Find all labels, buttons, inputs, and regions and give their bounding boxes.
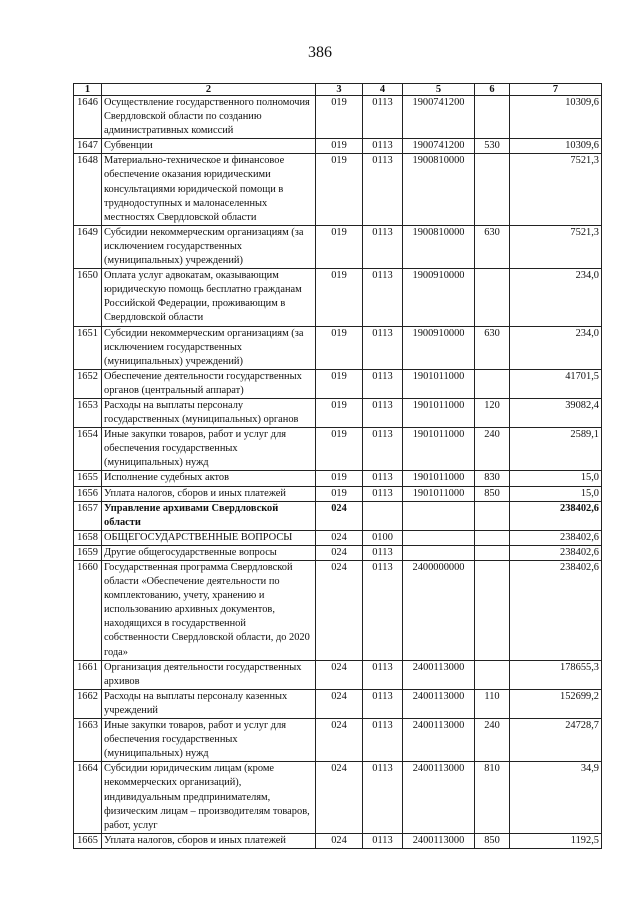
- table-row: [74, 428, 602, 471]
- table-header: [74, 84, 602, 96]
- row-number: 1657: [74, 501, 102, 530]
- table-row: [74, 561, 602, 661]
- header-col-3: 3: [316, 84, 363, 96]
- row-name: Организация деятельности государственных архивов: [102, 660, 316, 689]
- row-admin-code: 024: [316, 689, 363, 718]
- row-admin-code: 019: [316, 398, 363, 427]
- row-number: 1662: [74, 689, 102, 718]
- table-row: [74, 471, 602, 486]
- row-section-code: 0113: [363, 139, 403, 154]
- table-row: [74, 96, 602, 139]
- row-admin-code: 019: [316, 269, 363, 326]
- row-section-code: 0113: [363, 154, 403, 225]
- row-section-code: [363, 501, 403, 530]
- row-target-code: [403, 545, 475, 560]
- row-target-code: 1901011000: [403, 486, 475, 501]
- row-name: Иные закупки товаров, работ и услуг для обеспечения государственных (муниципальных) нужд: [102, 428, 316, 471]
- row-target-code: 1900810000: [403, 225, 475, 268]
- table-row: [74, 225, 602, 268]
- row-name: Расходы на выплаты персоналу государственных (муниципальных) органов: [102, 398, 316, 427]
- row-expense-type: 110: [475, 689, 510, 718]
- row-expense-type: 810: [475, 762, 510, 833]
- row-amount: 2589,1: [510, 428, 602, 471]
- row-admin-code: 024: [316, 501, 363, 530]
- row-name: Субсидии некоммерческим организациям (за исключением государственных (муниципальных) учреждений): [102, 225, 316, 268]
- row-section-code: 0113: [363, 545, 403, 560]
- row-name: Другие общегосударственные вопросы: [102, 545, 316, 560]
- row-expense-type: [475, 561, 510, 661]
- table-row: [74, 501, 602, 530]
- row-expense-type: [475, 501, 510, 530]
- table-row: [74, 139, 602, 154]
- header-col-5: 5: [403, 84, 475, 96]
- row-admin-code: 024: [316, 719, 363, 762]
- row-admin-code: 024: [316, 833, 363, 848]
- row-name: Субсидии юридическим лицам (кроме некоммерческих организаций), индивидуальным предпринимателям, физическим лицам – производителям товаров, работ, услуг: [102, 762, 316, 833]
- row-name: Осуществление государственного полномочия Свердловской области по созданию административных комиссий: [102, 96, 316, 139]
- page-number: 386: [308, 44, 332, 61]
- row-expense-type: 630: [475, 326, 510, 369]
- row-amount: 7521,3: [510, 154, 602, 225]
- row-target-code: 1900741200: [403, 96, 475, 139]
- row-section-code: 0113: [363, 398, 403, 427]
- row-amount: 234,0: [510, 269, 602, 326]
- table-row: [74, 269, 602, 326]
- row-admin-code: 024: [316, 545, 363, 560]
- row-amount: 234,0: [510, 326, 602, 369]
- row-amount: 1192,5: [510, 833, 602, 848]
- row-amount: 39082,4: [510, 398, 602, 427]
- row-expense-type: 850: [475, 486, 510, 501]
- row-number: 1660: [74, 561, 102, 661]
- row-section-code: 0113: [363, 326, 403, 369]
- row-amount: 34,9: [510, 762, 602, 833]
- row-admin-code: 019: [316, 369, 363, 398]
- header-col-1: 1: [74, 84, 102, 96]
- table-row: [74, 689, 602, 718]
- row-expense-type: 830: [475, 471, 510, 486]
- row-name: ОБЩЕГОСУДАРСТВЕННЫЕ ВОПРОСЫ: [102, 530, 316, 545]
- row-name: Иные закупки товаров, работ и услуг для обеспечения государственных (муниципальных) нужд: [102, 719, 316, 762]
- table-row: [74, 762, 602, 833]
- row-amount: 7521,3: [510, 225, 602, 268]
- row-section-code: 0100: [363, 530, 403, 545]
- row-number: 1659: [74, 545, 102, 560]
- row-number: 1656: [74, 486, 102, 501]
- row-admin-code: 024: [316, 660, 363, 689]
- row-amount: 152699,2: [510, 689, 602, 718]
- row-target-code: 1900910000: [403, 269, 475, 326]
- table-row: [74, 486, 602, 501]
- header-col-6: 6: [475, 84, 510, 96]
- row-name: Государственная программа Свердловской области «Обеспечение деятельности по комплектованию, учету, хранению и использованию архивных документов, находящихся в государственной собственности Свердловской области, до 2020 года»: [102, 561, 316, 661]
- row-amount: 10309,6: [510, 96, 602, 139]
- row-number: 1654: [74, 428, 102, 471]
- row-expense-type: [475, 530, 510, 545]
- row-number: 1649: [74, 225, 102, 268]
- row-section-code: 0113: [363, 561, 403, 661]
- row-expense-type: 630: [475, 225, 510, 268]
- row-admin-code: 019: [316, 154, 363, 225]
- row-expense-type: 120: [475, 398, 510, 427]
- row-number: 1647: [74, 139, 102, 154]
- row-amount: 15,0: [510, 486, 602, 501]
- header-col-4: 4: [363, 84, 403, 96]
- row-amount: 238402,6: [510, 545, 602, 560]
- row-amount: 10309,6: [510, 139, 602, 154]
- row-expense-type: 240: [475, 428, 510, 471]
- row-target-code: [403, 501, 475, 530]
- row-section-code: 0113: [363, 471, 403, 486]
- row-section-code: 0113: [363, 689, 403, 718]
- table-row: [74, 833, 602, 848]
- row-name: Субвенции: [102, 139, 316, 154]
- row-section-code: 0113: [363, 96, 403, 139]
- row-admin-code: 024: [316, 530, 363, 545]
- header-col-7: 7: [510, 84, 602, 96]
- row-name: Уплата налогов, сборов и иных платежей: [102, 833, 316, 848]
- row-target-code: 1900810000: [403, 154, 475, 225]
- row-expense-type: [475, 269, 510, 326]
- row-target-code: 2400113000: [403, 719, 475, 762]
- row-expense-type: [475, 545, 510, 560]
- table-row: [74, 369, 602, 398]
- row-name: Оплата услуг адвокатам, оказывающим юридическую помощь бесплатно гражданам Российской Федерации, проживающим в Свердловской области: [102, 269, 316, 326]
- row-number: 1665: [74, 833, 102, 848]
- row-admin-code: 019: [316, 471, 363, 486]
- row-number: 1650: [74, 269, 102, 326]
- row-number: 1651: [74, 326, 102, 369]
- row-name: Субсидии некоммерческим организациям (за исключением государственных (муниципальных) учреждений): [102, 326, 316, 369]
- row-section-code: 0113: [363, 719, 403, 762]
- row-target-code: 2400113000: [403, 762, 475, 833]
- row-amount: 15,0: [510, 471, 602, 486]
- row-amount: 238402,6: [510, 530, 602, 545]
- row-section-code: 0113: [363, 369, 403, 398]
- row-amount: 238402,6: [510, 561, 602, 661]
- row-amount: 178655,3: [510, 660, 602, 689]
- table-body: [74, 96, 602, 849]
- header-col-2: 2: [102, 84, 316, 96]
- row-amount: 238402,6: [510, 501, 602, 530]
- table-row: [74, 530, 602, 545]
- row-section-code: 0113: [363, 225, 403, 268]
- budget-table: [73, 83, 602, 849]
- row-expense-type: [475, 154, 510, 225]
- row-number: 1652: [74, 369, 102, 398]
- row-name: Уплата налогов, сборов и иных платежей: [102, 486, 316, 501]
- row-target-code: 1901011000: [403, 369, 475, 398]
- row-admin-code: 019: [316, 96, 363, 139]
- row-admin-code: 019: [316, 428, 363, 471]
- row-admin-code: 019: [316, 486, 363, 501]
- row-target-code: 2400000000: [403, 561, 475, 661]
- row-admin-code: 019: [316, 139, 363, 154]
- row-number: 1664: [74, 762, 102, 833]
- row-admin-code: 024: [316, 561, 363, 661]
- row-expense-type: 240: [475, 719, 510, 762]
- row-name: Материально-техническое и финансовое обеспечение оказания юридическими консультациями юридической помощи в труднодоступных и малонаселенных местностях Свердловской области: [102, 154, 316, 225]
- row-number: 1661: [74, 660, 102, 689]
- row-number: 1658: [74, 530, 102, 545]
- row-name: Обеспечение деятельности государственных органов (центральный аппарат): [102, 369, 316, 398]
- row-expense-type: [475, 96, 510, 139]
- row-admin-code: 024: [316, 762, 363, 833]
- row-section-code: 0113: [363, 428, 403, 471]
- row-target-code: [403, 530, 475, 545]
- row-expense-type: [475, 369, 510, 398]
- row-target-code: 1901011000: [403, 428, 475, 471]
- table-row: [74, 154, 602, 225]
- row-section-code: 0113: [363, 660, 403, 689]
- row-target-code: 1901011000: [403, 471, 475, 486]
- table-row: [74, 398, 602, 427]
- table-row: [74, 326, 602, 369]
- row-section-code: 0113: [363, 833, 403, 848]
- row-section-code: 0113: [363, 269, 403, 326]
- row-expense-type: 850: [475, 833, 510, 848]
- table-row: [74, 660, 602, 689]
- row-number: 1655: [74, 471, 102, 486]
- row-section-code: 0113: [363, 486, 403, 501]
- table-row: [74, 545, 602, 560]
- row-number: 1646: [74, 96, 102, 139]
- row-amount: 41701,5: [510, 369, 602, 398]
- row-expense-type: [475, 660, 510, 689]
- row-target-code: 2400113000: [403, 660, 475, 689]
- row-amount: 24728,7: [510, 719, 602, 762]
- row-target-code: 1901011000: [403, 398, 475, 427]
- row-number: 1663: [74, 719, 102, 762]
- row-expense-type: 530: [475, 139, 510, 154]
- row-admin-code: 019: [316, 225, 363, 268]
- row-name: Расходы на выплаты персоналу казенных учреждений: [102, 689, 316, 718]
- table-row: [74, 719, 602, 762]
- row-name: Исполнение судебных актов: [102, 471, 316, 486]
- row-target-code: 1900910000: [403, 326, 475, 369]
- row-number: 1648: [74, 154, 102, 225]
- row-name: Управление архивами Свердловской области: [102, 501, 316, 530]
- row-admin-code: 019: [316, 326, 363, 369]
- row-target-code: 1900741200: [403, 139, 475, 154]
- row-target-code: 2400113000: [403, 689, 475, 718]
- row-section-code: 0113: [363, 762, 403, 833]
- row-target-code: 2400113000: [403, 833, 475, 848]
- row-number: 1653: [74, 398, 102, 427]
